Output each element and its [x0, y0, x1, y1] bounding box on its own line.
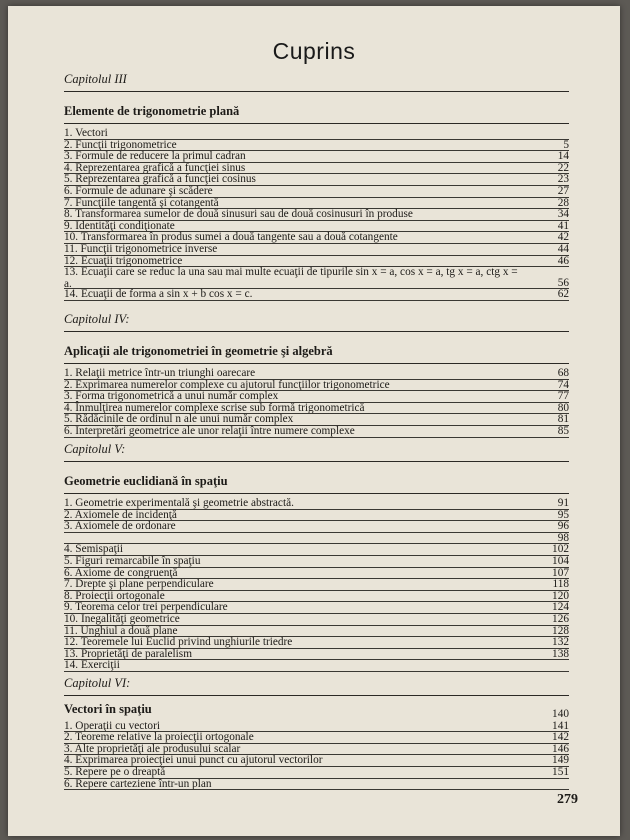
toc-entry-page: 42 — [557, 231, 569, 244]
toc-entry-page: 118 — [552, 578, 569, 591]
page-title: Cuprins — [272, 38, 356, 64]
toc-entry-text: 1. Relaţii metrice într-un triunghi oarecare — [64, 367, 256, 379]
chapter-section — [64, 72, 569, 301]
toc-entry[interactable] — [64, 767, 569, 779]
toc-entry-page: 102 — [552, 543, 569, 556]
divider — [64, 91, 569, 92]
toc-entry-text: 9. Teorema celor trei perpendiculare — [64, 601, 228, 614]
toc-entry-text: 3. Axiomele de ordonare — [64, 520, 176, 533]
toc-entry[interactable] — [64, 614, 569, 626]
toc-list — [64, 498, 569, 672]
toc-entry-page: 138 — [552, 647, 569, 660]
toc-entry-page: 44 — [557, 242, 569, 255]
toc-entry-page: 142 — [552, 731, 569, 744]
toc-entry-text: 2. Funcţii trigonometrice — [64, 138, 177, 151]
toc-entry[interactable] — [64, 426, 569, 438]
toc-entry-page: 126 — [552, 612, 569, 625]
toc-entry-page: 107 — [552, 566, 569, 579]
toc-entry[interactable] — [64, 556, 569, 568]
toc-entry-text: 7. Funcţiile tangentă şi cotangentă — [64, 196, 219, 209]
toc-entry-page: 140 — [552, 708, 569, 720]
toc-entry[interactable] — [64, 521, 569, 533]
toc-entry-page: 85 — [557, 424, 569, 437]
toc-entry-text: 3. Forma trigonometrică a unui număr complex — [64, 390, 279, 403]
chapter-section — [64, 312, 569, 438]
chapter-title: Aplicaţii ale trigonometriei în geometrie şi algebră — [64, 344, 333, 358]
toc-entry-text: 9. Identităţi condiţionate — [64, 219, 175, 232]
toc-entry-page: 81 — [557, 413, 569, 426]
toc-entry-text: 2. Axiomele de incidenţă — [64, 508, 177, 521]
chapter-label: Capitolul V: — [64, 442, 126, 456]
toc-entry-text: 1. Operaţii cu vectori — [64, 719, 160, 732]
toc-entry-page: 28 — [557, 196, 569, 209]
toc-entry[interactable] — [64, 289, 569, 301]
toc-entry-text: 13. Ecuaţii care se reduc la una sau mai multe ecuaţii de tipurile sin x = a, cos x = a, tg x = a, ctg x = a. — [64, 266, 518, 290]
toc-entry-text: 2. Exprimarea numerelor complexe cu ajutorul funcţiilor trigonometrice — [64, 378, 390, 391]
toc-entry[interactable] — [64, 209, 569, 221]
toc-entry-page: 22 — [557, 161, 569, 174]
toc-list — [64, 368, 569, 438]
toc-entry-page: 95 — [557, 508, 569, 521]
toc-entry-page: 120 — [552, 589, 569, 602]
toc-entry[interactable] — [64, 709, 569, 721]
chapter-title: Elemente de trigonometrie plană — [64, 104, 240, 118]
toc-entry-text: 2. Teoreme relative la proiecţii ortogonale — [64, 731, 254, 744]
toc-entry[interactable] — [64, 368, 569, 380]
toc-entry-page: 23 — [557, 173, 569, 186]
toc-entry-text: 6. Axiome de congruenţă — [64, 566, 178, 579]
toc-entry-page: 74 — [557, 378, 569, 391]
toc-entry-text: 4. Semispaţii — [64, 543, 123, 556]
toc-entry[interactable] — [64, 649, 569, 661]
divider — [64, 123, 569, 124]
page-number: 279 — [557, 792, 578, 807]
toc-entry-text: 3. Alte proprietăţi ale produsului scalar — [64, 742, 241, 755]
toc-entry-text: 1. Vectori — [64, 127, 108, 139]
toc-entry-text: 11. Unghiul a două plane — [64, 624, 178, 637]
toc-entry-text: 10. Transformarea în produs sumei a două tangente sau a două cotangente — [64, 231, 398, 244]
toc-entry-page: 5 — [563, 138, 569, 151]
toc-entry-page: 14 — [557, 150, 569, 163]
toc-entry-page: 80 — [557, 401, 569, 414]
divider — [64, 493, 569, 494]
toc-entry-text: 10. Inegalităţi geometrice — [64, 612, 180, 625]
toc-entry-text: 5. Rădăcinile de ordinul n ale unui număr complex — [64, 413, 294, 426]
toc-entry-text: 4. Înmulţirea numerelor complexe scrise sub formă trigonometrică — [64, 401, 365, 414]
toc-entry-page: 141 — [552, 719, 569, 732]
toc-entry[interactable] — [64, 267, 569, 289]
toc-entry-page: 151 — [552, 765, 569, 778]
toc-list — [64, 709, 569, 790]
toc-entry-text: 5. Reprezentarea grafică a funcţiei cosinus — [64, 173, 256, 186]
toc-entry-page: 77 — [557, 390, 569, 403]
toc-entry-text: 5. Repere pe o dreaptă — [64, 765, 166, 778]
toc-entry[interactable] — [64, 498, 569, 510]
toc-entry[interactable] — [64, 779, 569, 791]
toc-entry-page: 68 — [557, 367, 569, 379]
toc-entry-text: 12. Teoremele lui Euclid privind unghiurile triedre — [64, 636, 293, 649]
toc-entry-page: 91 — [557, 497, 569, 509]
toc-entry-page: 149 — [552, 754, 569, 767]
toc-list — [64, 128, 569, 301]
toc-entry-page: 34 — [557, 208, 569, 221]
chapter-title: Geometrie euclidiană în spaţiu — [64, 474, 228, 488]
book-page — [8, 6, 620, 836]
toc-entry[interactable] — [64, 244, 569, 256]
toc-entry[interactable] — [64, 660, 569, 672]
chapter-label: Capitolul IV: — [64, 312, 130, 326]
toc-entry-page: 41 — [557, 219, 569, 232]
toc-entry-text: 12. Ecuaţii trigonometrice — [64, 254, 183, 267]
divider — [64, 363, 569, 364]
toc-entry-text: 5. Figuri remarcabile în spaţiu — [64, 554, 201, 567]
chapter-section — [64, 442, 569, 672]
toc-entry-text: 13. Proprietăţi de paralelism — [64, 647, 192, 660]
toc-entry-text: 8. Proiecţii ortogonale — [64, 589, 165, 602]
toc-entry-text: 8. Transformarea sumelor de două sinusuri sau de două cosinusuri în produse — [64, 208, 413, 221]
chapter-section — [64, 676, 569, 790]
toc-entry[interactable] — [64, 637, 569, 649]
toc-entry-text: 4. Reprezentarea grafică a funcţiei sinus — [64, 161, 246, 174]
toc-entry-text: 3. Formule de reducere la primul cadran — [64, 150, 246, 163]
toc-entry[interactable] — [64, 186, 569, 198]
toc-entry-page: 124 — [552, 601, 569, 614]
toc-entry-text: 7. Drepte şi plane perpendiculare — [64, 578, 214, 591]
toc-entry-page: 132 — [552, 636, 569, 649]
toc-entry[interactable] — [64, 579, 569, 591]
toc-entry-text: 14. Exerciţii — [64, 659, 120, 672]
toc-entry-text: 4. Exprimarea proiecţiei unui punct cu ajutorul vectorilor — [64, 754, 323, 767]
divider — [64, 331, 569, 332]
toc-entry-page: 56 — [557, 277, 569, 290]
chapter-label: Capitolul VI: — [64, 676, 131, 690]
toc-entry-text: 11. Funcţii trigonometrice inverse — [64, 242, 218, 255]
divider — [64, 695, 569, 696]
toc-entry-page: 128 — [552, 624, 569, 637]
toc-entry[interactable] — [64, 128, 569, 140]
toc-entry-text: 6. Interpretări geometrice ale unor relaţii între numere complexe — [64, 424, 355, 437]
toc-entry-page: 146 — [552, 742, 569, 755]
divider — [64, 461, 569, 462]
toc-entry-text: 1. Geometrie experimentală şi geometrie abstractă. — [64, 497, 294, 509]
toc-entry-page: 98 — [557, 531, 569, 544]
toc-entry-page: 104 — [552, 554, 569, 567]
toc-entry-text: 6. Repere carteziene într-un plan — [64, 777, 212, 790]
toc-entry[interactable] — [64, 533, 569, 545]
toc-entry-page: 62 — [557, 288, 569, 301]
toc-entry-page: 27 — [557, 184, 569, 197]
toc-entry-text: 14. Ecuaţii de forma a sin x + b cos x = c. — [64, 288, 253, 301]
toc-entry-page: 96 — [557, 520, 569, 533]
chapter-label: Capitolul III — [64, 72, 127, 86]
toc-entry-text: 6. Formule de adunare şi scădere — [64, 184, 213, 197]
toc-entry-page: 46 — [557, 254, 569, 267]
chapter-title: Vectori în spaţiu — [64, 702, 152, 716]
